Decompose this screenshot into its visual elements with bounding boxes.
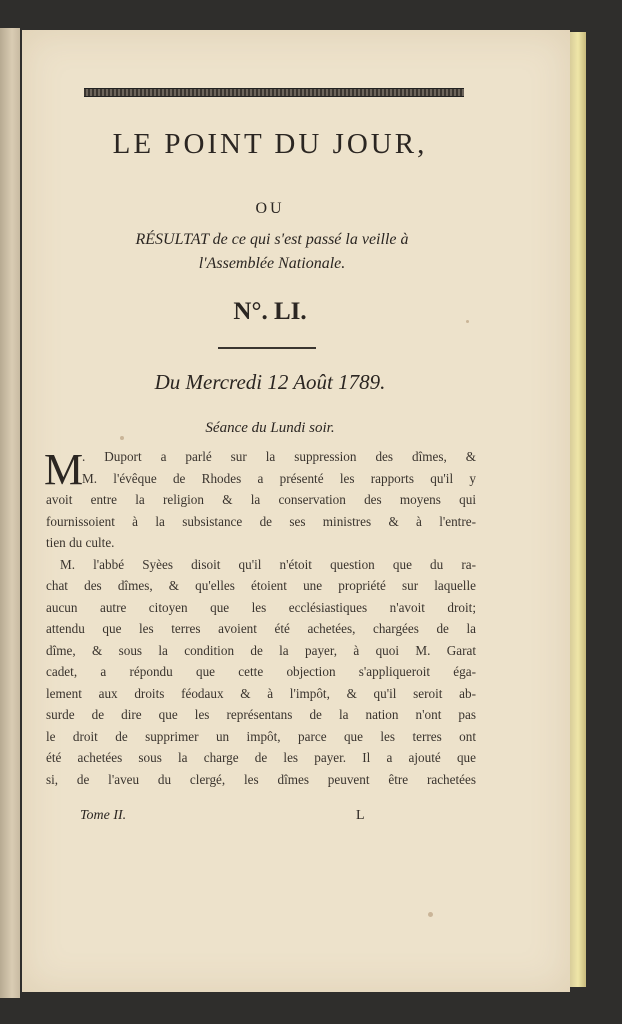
body-line: M. l'évêque de Rhodes a présenté les rapports qu'il y — [82, 470, 476, 486]
session-heading: Séance du Lundi soir. — [205, 420, 335, 436]
body-line: M. l'abbé Syèes disoit qu'il n'étoit question que du ra- — [60, 556, 476, 572]
body-line: aucun autre citoyen que les ecclésiastiques n'avoit droit; — [46, 599, 476, 615]
body-line: lement aux droits féodaux & à l'impôt, & qu'il seroit ab- — [46, 685, 476, 701]
title-conjunction: OU — [255, 200, 285, 217]
body-line: surde de dire que les représentans de la nation n'ont pas — [46, 707, 476, 722]
subtitle-line-1: RÉSULTAT de ce qui s'est passé la veille à — [135, 231, 409, 248]
body-line: attendu que les terres avoient été achetées, chargées de la — [46, 621, 476, 636]
footer-signature-mark: L — [356, 808, 365, 823]
article-body — [46, 446, 476, 790]
body-line: le droit de supprimer un impôt, parce que les terres ont — [46, 728, 476, 744]
body-line: si, de l'aveu du clergé, les dîmes peuvent être rachetées — [46, 771, 476, 787]
body-line: tien du culte. — [46, 535, 115, 550]
page-fore-edge — [570, 32, 586, 987]
body-line: chat des dîmes, & qu'elles étoient une propriété sur laquelle — [46, 578, 476, 593]
body-line: cadet, a répondu que cette objection s'appliqueroit éga- — [46, 664, 476, 679]
paper-spot — [466, 320, 469, 323]
short-rule — [218, 347, 316, 349]
subtitle-line-2: l'Assemblée Nationale. — [198, 255, 346, 272]
subtitle — [52, 228, 492, 276]
page-title: LE POINT DU JOUR, — [112, 128, 428, 160]
paper-spot — [428, 912, 433, 917]
body-line: dîme, & sous la condition de la payer, à quoi M. Garat — [46, 642, 476, 658]
body-line: avoit entre la religion & la conservation des moyens qui — [46, 492, 476, 507]
paper-spot — [120, 436, 124, 440]
issue-date: Du Mercredi 12 Août 1789. — [154, 370, 386, 394]
ornamental-rule — [84, 88, 464, 97]
body-line: . Duport a parlé sur la suppression des dîmes, & — [82, 449, 476, 464]
drop-cap: M — [44, 445, 84, 494]
body-line: fournissoient à la subsistance de ses ministres & à l'entre- — [46, 513, 476, 529]
footer-volume: Tome II. — [80, 808, 127, 823]
body-line: été achetées sous la charge de les payer. Il a ajouté que — [46, 750, 476, 765]
issue-number: N°. LI. — [233, 298, 307, 325]
left-page-edge — [0, 28, 20, 998]
